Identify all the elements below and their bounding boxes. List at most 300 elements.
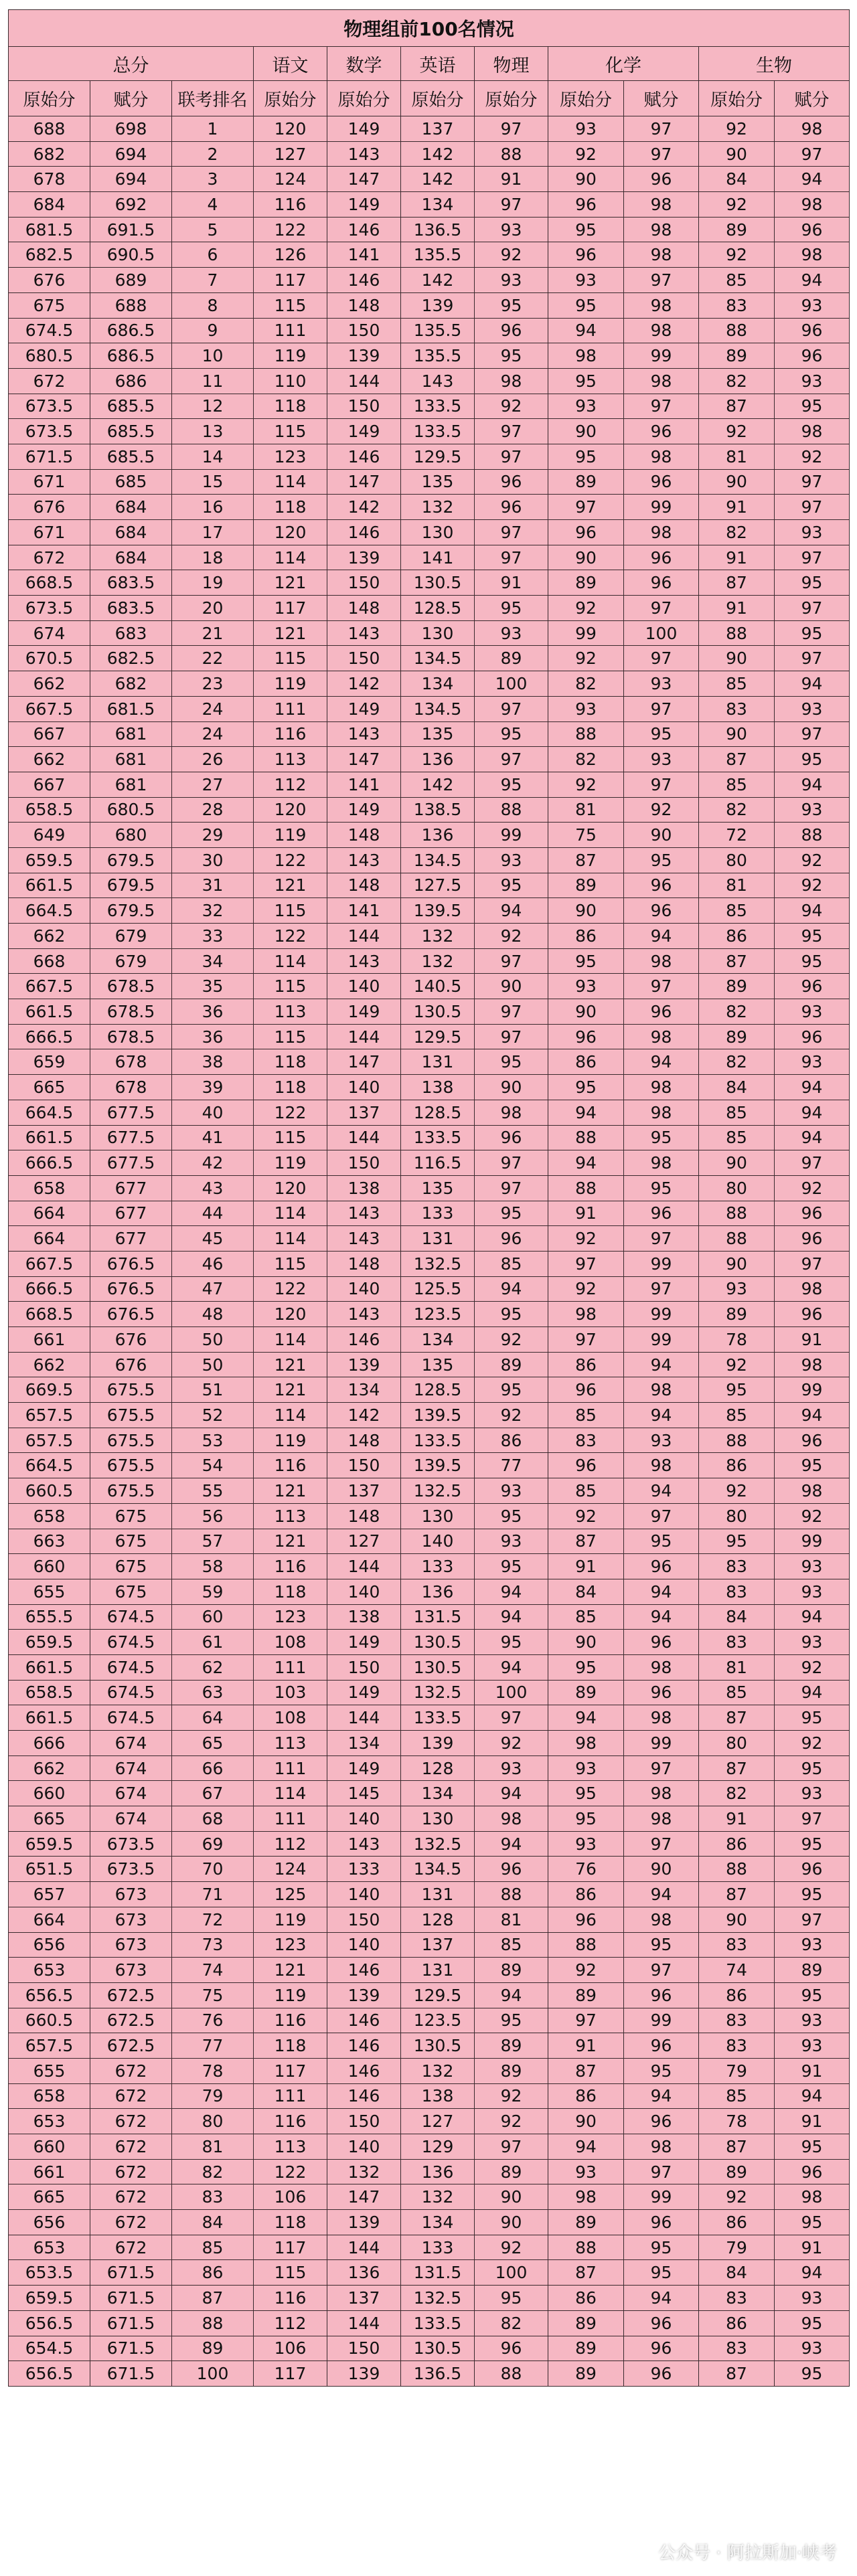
cell-total-scaled: 673 xyxy=(90,1932,172,1958)
cell-joint-rank: 40 xyxy=(172,1100,254,1125)
cell-joint-rank: 2 xyxy=(172,141,254,167)
cell-physics-raw: 89 xyxy=(475,1958,548,1983)
cell-chemistry-scaled: 96 xyxy=(624,2210,699,2235)
cell-math-raw: 141 xyxy=(327,898,401,924)
cell-total-raw: 682.5 xyxy=(9,242,90,268)
col-header-total-scaled: 赋分 xyxy=(90,81,172,116)
cell-physics-raw: 77 xyxy=(475,1453,548,1478)
cell-total-raw: 649 xyxy=(9,823,90,848)
cell-biology-raw: 85 xyxy=(699,268,775,293)
cell-math-raw: 137 xyxy=(327,1478,401,1504)
cell-total-scaled: 679 xyxy=(90,924,172,949)
cell-biology-scaled: 95 xyxy=(775,1831,850,1857)
cell-physics-raw: 100 xyxy=(475,1680,548,1705)
cell-biology-scaled: 93 xyxy=(775,1554,850,1579)
cell-chemistry-scaled: 96 xyxy=(624,1554,699,1579)
cell-math-raw: 137 xyxy=(327,2286,401,2311)
cell-chinese-raw: 118 xyxy=(254,1049,327,1075)
cell-chemistry-scaled: 97 xyxy=(624,1755,699,1781)
cell-physics-raw: 81 xyxy=(475,1907,548,1932)
cell-math-raw: 140 xyxy=(327,1882,401,1907)
cell-english-raw: 141 xyxy=(401,545,475,570)
cell-physics-raw: 95 xyxy=(475,1503,548,1529)
cell-english-raw: 127 xyxy=(401,2109,475,2134)
cell-physics-raw: 97 xyxy=(475,948,548,974)
cell-chinese-raw: 117 xyxy=(254,268,327,293)
cell-biology-raw: 83 xyxy=(699,1932,775,1958)
cell-joint-rank: 70 xyxy=(172,1857,254,1882)
cell-chemistry-scaled: 98 xyxy=(624,1377,699,1403)
cell-chemistry-raw: 94 xyxy=(548,318,624,343)
cell-chemistry-scaled: 95 xyxy=(624,1529,699,1554)
cell-english-raw: 135 xyxy=(401,1352,475,1377)
cell-total-raw: 657 xyxy=(9,1882,90,1907)
table-row xyxy=(9,444,850,469)
cell-chinese-raw: 121 xyxy=(254,620,327,646)
cell-biology-scaled: 95 xyxy=(775,1755,850,1781)
cell-total-scaled: 675.5 xyxy=(90,1377,172,1403)
cell-physics-raw: 95 xyxy=(475,873,548,898)
cell-biology-raw: 86 xyxy=(699,2210,775,2235)
cell-biology-raw: 92 xyxy=(699,192,775,218)
cell-physics-raw: 100 xyxy=(475,671,548,697)
cell-total-raw: 668.5 xyxy=(9,1302,90,1327)
cell-chemistry-scaled: 97 xyxy=(624,974,699,999)
cell-english-raw: 139.5 xyxy=(401,898,475,924)
cell-chinese-raw: 116 xyxy=(254,1554,327,1579)
cell-math-raw: 140 xyxy=(327,1579,401,1604)
cell-chinese-raw: 116 xyxy=(254,2008,327,2033)
cell-chinese-raw: 118 xyxy=(254,2033,327,2059)
cell-english-raw: 142 xyxy=(401,268,475,293)
cell-biology-scaled: 96 xyxy=(775,318,850,343)
cell-total-scaled: 674 xyxy=(90,1781,172,1806)
cell-total-scaled: 678 xyxy=(90,1049,172,1075)
cell-total-raw: 666.5 xyxy=(9,1024,90,1049)
cell-chemistry-raw: 88 xyxy=(548,2235,624,2260)
table-row xyxy=(9,1226,850,1252)
cell-math-raw: 150 xyxy=(327,1150,401,1176)
cell-biology-scaled: 94 xyxy=(775,167,850,192)
cell-joint-rank: 20 xyxy=(172,596,254,621)
cell-chinese-raw: 111 xyxy=(254,1654,327,1680)
cell-chemistry-raw: 85 xyxy=(548,1604,624,1630)
cell-total-scaled: 681 xyxy=(90,747,172,772)
cell-math-raw: 136 xyxy=(327,2260,401,2286)
cell-joint-rank: 47 xyxy=(172,1276,254,1302)
cell-biology-scaled: 96 xyxy=(775,1857,850,1882)
cell-math-raw: 138 xyxy=(327,1175,401,1201)
cell-chemistry-scaled: 94 xyxy=(624,1882,699,1907)
cell-biology-scaled: 98 xyxy=(775,116,850,142)
cell-joint-rank: 79 xyxy=(172,2083,254,2109)
table-row xyxy=(9,419,850,444)
cell-total-scaled: 674.5 xyxy=(90,1680,172,1705)
table-row xyxy=(9,2361,850,2387)
cell-total-scaled: 684 xyxy=(90,520,172,545)
table-row xyxy=(9,394,850,419)
cell-biology-raw: 92 xyxy=(699,1478,775,1504)
cell-biology-raw: 85 xyxy=(699,1100,775,1125)
cell-total-raw: 658.5 xyxy=(9,1680,90,1705)
cell-biology-scaled: 98 xyxy=(775,419,850,444)
cell-joint-rank: 58 xyxy=(172,1554,254,1579)
table-row xyxy=(9,1882,850,1907)
cell-total-raw: 664.5 xyxy=(9,898,90,924)
cell-english-raw: 131 xyxy=(401,1882,475,1907)
cell-joint-rank: 22 xyxy=(172,646,254,671)
cell-chinese-raw: 113 xyxy=(254,999,327,1025)
cell-math-raw: 148 xyxy=(327,292,401,318)
table-row xyxy=(9,620,850,646)
cell-math-raw: 149 xyxy=(327,1630,401,1655)
cell-joint-rank: 64 xyxy=(172,1705,254,1731)
cell-chemistry-raw: 90 xyxy=(548,1630,624,1655)
cell-chemistry-raw: 92 xyxy=(548,1503,624,1529)
cell-physics-raw: 95 xyxy=(475,721,548,747)
cell-chemistry-scaled: 94 xyxy=(624,1478,699,1504)
cell-english-raw: 127.5 xyxy=(401,873,475,898)
cell-physics-raw: 95 xyxy=(475,596,548,621)
cell-chemistry-scaled: 97 xyxy=(624,772,699,797)
cell-physics-raw: 94 xyxy=(475,1654,548,1680)
cell-biology-scaled: 93 xyxy=(775,1781,850,1806)
cell-biology-raw: 82 xyxy=(699,999,775,1025)
cell-total-scaled: 674.5 xyxy=(90,1604,172,1630)
cell-biology-raw: 91 xyxy=(699,596,775,621)
table-row xyxy=(9,1907,850,1932)
cell-english-raw: 139 xyxy=(401,1731,475,1756)
cell-physics-raw: 93 xyxy=(475,268,548,293)
cell-joint-rank: 6 xyxy=(172,242,254,268)
cell-biology-raw: 90 xyxy=(699,1907,775,1932)
cell-biology-raw: 81 xyxy=(699,873,775,898)
cell-biology-raw: 89 xyxy=(699,1024,775,1049)
cell-math-raw: 139 xyxy=(327,343,401,369)
cell-chemistry-scaled: 98 xyxy=(624,1654,699,1680)
cell-biology-raw: 84 xyxy=(699,1604,775,1630)
cell-chemistry-raw: 97 xyxy=(548,2008,624,2033)
cell-chinese-raw: 114 xyxy=(254,1201,327,1226)
cell-total-scaled: 672 xyxy=(90,2109,172,2134)
cell-total-scaled: 689 xyxy=(90,268,172,293)
col-header-biology-scaled: 赋分 xyxy=(775,81,850,116)
cell-biology-raw: 82 xyxy=(699,1049,775,1075)
cell-english-raw: 136 xyxy=(401,1579,475,1604)
cell-biology-scaled: 98 xyxy=(775,192,850,218)
cell-biology-raw: 87 xyxy=(699,1705,775,1731)
cell-physics-raw: 89 xyxy=(475,2033,548,2059)
cell-total-raw: 666.5 xyxy=(9,1150,90,1176)
cell-physics-raw: 97 xyxy=(475,1705,548,1731)
cell-math-raw: 144 xyxy=(327,1705,401,1731)
cell-total-raw: 660 xyxy=(9,1781,90,1806)
cell-english-raw: 128 xyxy=(401,1907,475,1932)
cell-total-raw: 657.5 xyxy=(9,2033,90,2059)
cell-biology-raw: 80 xyxy=(699,1503,775,1529)
cell-biology-raw: 81 xyxy=(699,1654,775,1680)
cell-chemistry-scaled: 96 xyxy=(624,469,699,495)
cell-biology-scaled: 95 xyxy=(775,1982,850,2008)
cell-joint-rank: 35 xyxy=(172,974,254,999)
cell-physics-raw: 92 xyxy=(475,2109,548,2134)
cell-chemistry-scaled: 99 xyxy=(624,2008,699,2033)
cell-total-scaled: 673.5 xyxy=(90,1831,172,1857)
cell-total-raw: 667 xyxy=(9,772,90,797)
cell-biology-scaled: 94 xyxy=(775,898,850,924)
cell-chemistry-scaled: 98 xyxy=(624,1024,699,1049)
cell-joint-rank: 42 xyxy=(172,1150,254,1176)
cell-total-scaled: 676 xyxy=(90,1327,172,1353)
cell-chemistry-raw: 86 xyxy=(548,1352,624,1377)
cell-english-raw: 140.5 xyxy=(401,974,475,999)
cell-biology-raw: 84 xyxy=(699,167,775,192)
cell-chemistry-raw: 86 xyxy=(548,1882,624,1907)
table-row xyxy=(9,646,850,671)
cell-chinese-raw: 118 xyxy=(254,394,327,419)
cell-biology-raw: 80 xyxy=(699,1731,775,1756)
cell-chemistry-scaled: 99 xyxy=(624,1251,699,1276)
cell-total-scaled: 674.5 xyxy=(90,1705,172,1731)
table-row xyxy=(9,2134,850,2160)
cell-chemistry-scaled: 95 xyxy=(624,1175,699,1201)
cell-physics-raw: 93 xyxy=(475,1478,548,1504)
cell-chinese-raw: 114 xyxy=(254,1781,327,1806)
cell-chemistry-raw: 87 xyxy=(548,847,624,873)
cell-biology-scaled: 92 xyxy=(775,1654,850,1680)
cell-physics-raw: 98 xyxy=(475,1100,548,1125)
cell-joint-rank: 81 xyxy=(172,2134,254,2160)
table-row xyxy=(9,898,850,924)
cell-biology-scaled: 91 xyxy=(775,2109,850,2134)
cell-chinese-raw: 117 xyxy=(254,2058,327,2083)
cell-chemistry-raw: 93 xyxy=(548,268,624,293)
cell-joint-rank: 48 xyxy=(172,1302,254,1327)
cell-biology-raw: 87 xyxy=(699,2134,775,2160)
cell-math-raw: 139 xyxy=(327,2210,401,2235)
cell-english-raw: 132 xyxy=(401,924,475,949)
cell-biology-scaled: 92 xyxy=(775,444,850,469)
cell-biology-raw: 88 xyxy=(699,620,775,646)
cell-math-raw: 149 xyxy=(327,1680,401,1705)
cell-english-raw: 136.5 xyxy=(401,2361,475,2387)
cell-joint-rank: 21 xyxy=(172,620,254,646)
cell-biology-scaled: 92 xyxy=(775,1731,850,1756)
cell-biology-raw: 72 xyxy=(699,823,775,848)
cell-total-raw: 672 xyxy=(9,545,90,570)
cell-chemistry-scaled: 94 xyxy=(624,1604,699,1630)
cell-total-raw: 656.5 xyxy=(9,2310,90,2336)
cell-biology-scaled: 93 xyxy=(775,292,850,318)
cell-math-raw: 148 xyxy=(327,823,401,848)
cell-joint-rank: 59 xyxy=(172,1579,254,1604)
cell-total-raw: 658 xyxy=(9,1175,90,1201)
cell-total-raw: 676 xyxy=(9,495,90,520)
cell-math-raw: 143 xyxy=(327,721,401,747)
cell-biology-scaled: 96 xyxy=(775,1428,850,1453)
cell-joint-rank: 43 xyxy=(172,1175,254,1201)
cell-joint-rank: 8 xyxy=(172,292,254,318)
cell-chemistry-scaled: 93 xyxy=(624,747,699,772)
table-row xyxy=(9,671,850,697)
cell-biology-scaled: 93 xyxy=(775,368,850,394)
table-row xyxy=(9,1630,850,1655)
cell-chemistry-raw: 95 xyxy=(548,948,624,974)
cell-chinese-raw: 119 xyxy=(254,1428,327,1453)
table-row xyxy=(9,1024,850,1049)
cell-chemistry-raw: 76 xyxy=(548,1857,624,1882)
table-row xyxy=(9,2336,850,2361)
cell-english-raw: 134 xyxy=(401,1327,475,1353)
cell-total-scaled: 673 xyxy=(90,1907,172,1932)
cell-total-scaled: 685.5 xyxy=(90,394,172,419)
cell-biology-scaled: 99 xyxy=(775,1529,850,1554)
cell-chemistry-scaled: 98 xyxy=(624,1907,699,1932)
cell-english-raw: 134.5 xyxy=(401,646,475,671)
cell-physics-raw: 92 xyxy=(475,924,548,949)
cell-english-raw: 137 xyxy=(401,1932,475,1958)
cell-chemistry-raw: 93 xyxy=(548,1755,624,1781)
table-row xyxy=(9,1453,850,1478)
cell-physics-raw: 96 xyxy=(475,1857,548,1882)
cell-biology-raw: 83 xyxy=(699,696,775,721)
cell-total-scaled: 674 xyxy=(90,1755,172,1781)
cell-chinese-raw: 119 xyxy=(254,343,327,369)
cell-total-scaled: 675 xyxy=(90,1503,172,1529)
cell-math-raw: 147 xyxy=(327,2184,401,2210)
cell-total-raw: 667.5 xyxy=(9,1251,90,1276)
cell-chinese-raw: 121 xyxy=(254,1478,327,1504)
cell-chemistry-scaled: 98 xyxy=(624,1705,699,1731)
cell-chinese-raw: 119 xyxy=(254,1150,327,1176)
cell-joint-rank: 73 xyxy=(172,1932,254,1958)
cell-physics-raw: 95 xyxy=(475,2286,548,2311)
cell-math-raw: 144 xyxy=(327,1554,401,1579)
cell-physics-raw: 90 xyxy=(475,1075,548,1100)
table-row xyxy=(9,974,850,999)
table-row xyxy=(9,520,850,545)
cell-physics-raw: 86 xyxy=(475,1428,548,1453)
cell-english-raw: 142 xyxy=(401,772,475,797)
cell-joint-rank: 34 xyxy=(172,948,254,974)
cell-biology-raw: 85 xyxy=(699,898,775,924)
cell-chinese-raw: 114 xyxy=(254,1226,327,1252)
cell-joint-rank: 32 xyxy=(172,898,254,924)
table-row xyxy=(9,596,850,621)
cell-chemistry-scaled: 96 xyxy=(624,1982,699,2008)
cell-math-raw: 149 xyxy=(327,696,401,721)
cell-biology-scaled: 93 xyxy=(775,1579,850,1604)
cell-chemistry-scaled: 94 xyxy=(624,1403,699,1428)
cell-physics-raw: 90 xyxy=(475,2210,548,2235)
cell-chinese-raw: 119 xyxy=(254,823,327,848)
cell-joint-rank: 74 xyxy=(172,1958,254,1983)
cell-biology-raw: 83 xyxy=(699,2336,775,2361)
cell-biology-scaled: 97 xyxy=(775,545,850,570)
cell-english-raw: 138 xyxy=(401,2083,475,2109)
table-row xyxy=(9,242,850,268)
cell-total-scaled: 672.5 xyxy=(90,2033,172,2059)
cell-biology-scaled: 94 xyxy=(775,2083,850,2109)
cell-biology-scaled: 93 xyxy=(775,2286,850,2311)
cell-math-raw: 146 xyxy=(327,520,401,545)
cell-physics-raw: 97 xyxy=(475,747,548,772)
cell-english-raw: 130 xyxy=(401,520,475,545)
cell-math-raw: 143 xyxy=(327,847,401,873)
table-row xyxy=(9,343,850,369)
cell-chemistry-raw: 93 xyxy=(548,394,624,419)
cell-chemistry-raw: 96 xyxy=(548,520,624,545)
cell-physics-raw: 88 xyxy=(475,1882,548,1907)
cell-math-raw: 146 xyxy=(327,1327,401,1353)
table-row xyxy=(9,1806,850,1832)
cell-total-raw: 659.5 xyxy=(9,847,90,873)
cell-physics-raw: 95 xyxy=(475,1554,548,1579)
cell-biology-raw: 87 xyxy=(699,747,775,772)
table-row xyxy=(9,1958,850,1983)
cell-biology-raw: 83 xyxy=(699,292,775,318)
cell-chemistry-raw: 86 xyxy=(548,1049,624,1075)
cell-total-raw: 673.5 xyxy=(9,394,90,419)
cell-physics-raw: 94 xyxy=(475,1276,548,1302)
cell-total-scaled: 685 xyxy=(90,469,172,495)
cell-total-scaled: 683 xyxy=(90,620,172,646)
cell-chemistry-scaled: 94 xyxy=(624,1049,699,1075)
cell-total-scaled: 675.5 xyxy=(90,1403,172,1428)
cell-math-raw: 132 xyxy=(327,2159,401,2184)
cell-total-raw: 658 xyxy=(9,2083,90,2109)
cell-biology-raw: 92 xyxy=(699,419,775,444)
cell-total-scaled: 694 xyxy=(90,167,172,192)
table-row xyxy=(9,1125,850,1150)
cell-total-raw: 662 xyxy=(9,1352,90,1377)
cell-chemistry-raw: 95 xyxy=(548,292,624,318)
cell-math-raw: 147 xyxy=(327,747,401,772)
cell-chemistry-scaled: 99 xyxy=(624,343,699,369)
table-row xyxy=(9,999,850,1025)
cell-math-raw: 148 xyxy=(327,1503,401,1529)
table-row xyxy=(9,772,850,797)
cell-english-raw: 133.5 xyxy=(401,1125,475,1150)
cell-chemistry-raw: 90 xyxy=(548,898,624,924)
cell-physics-raw: 95 xyxy=(475,1630,548,1655)
cell-chinese-raw: 119 xyxy=(254,1982,327,2008)
cell-math-raw: 139 xyxy=(327,1352,401,1377)
cell-total-scaled: 684 xyxy=(90,545,172,570)
cell-physics-raw: 95 xyxy=(475,1201,548,1226)
cell-english-raw: 128.5 xyxy=(401,596,475,621)
cell-total-raw: 661.5 xyxy=(9,1705,90,1731)
cell-physics-raw: 93 xyxy=(475,1755,548,1781)
cell-physics-raw: 88 xyxy=(475,141,548,167)
cell-biology-scaled: 92 xyxy=(775,1175,850,1201)
cell-biology-scaled: 97 xyxy=(775,721,850,747)
cell-total-scaled: 682.5 xyxy=(90,646,172,671)
cell-physics-raw: 93 xyxy=(475,847,548,873)
cell-joint-rank: 89 xyxy=(172,2336,254,2361)
cell-english-raw: 133.5 xyxy=(401,419,475,444)
cell-chemistry-raw: 98 xyxy=(548,1731,624,1756)
cell-total-raw: 669.5 xyxy=(9,1377,90,1403)
cell-joint-rank: 17 xyxy=(172,520,254,545)
cell-english-raw: 134.5 xyxy=(401,696,475,721)
cell-physics-raw: 95 xyxy=(475,1049,548,1075)
cell-physics-raw: 89 xyxy=(475,1352,548,1377)
cell-english-raw: 133.5 xyxy=(401,394,475,419)
cell-joint-rank: 68 xyxy=(172,1806,254,1832)
cell-math-raw: 149 xyxy=(327,1755,401,1781)
cell-physics-raw: 97 xyxy=(475,116,548,142)
